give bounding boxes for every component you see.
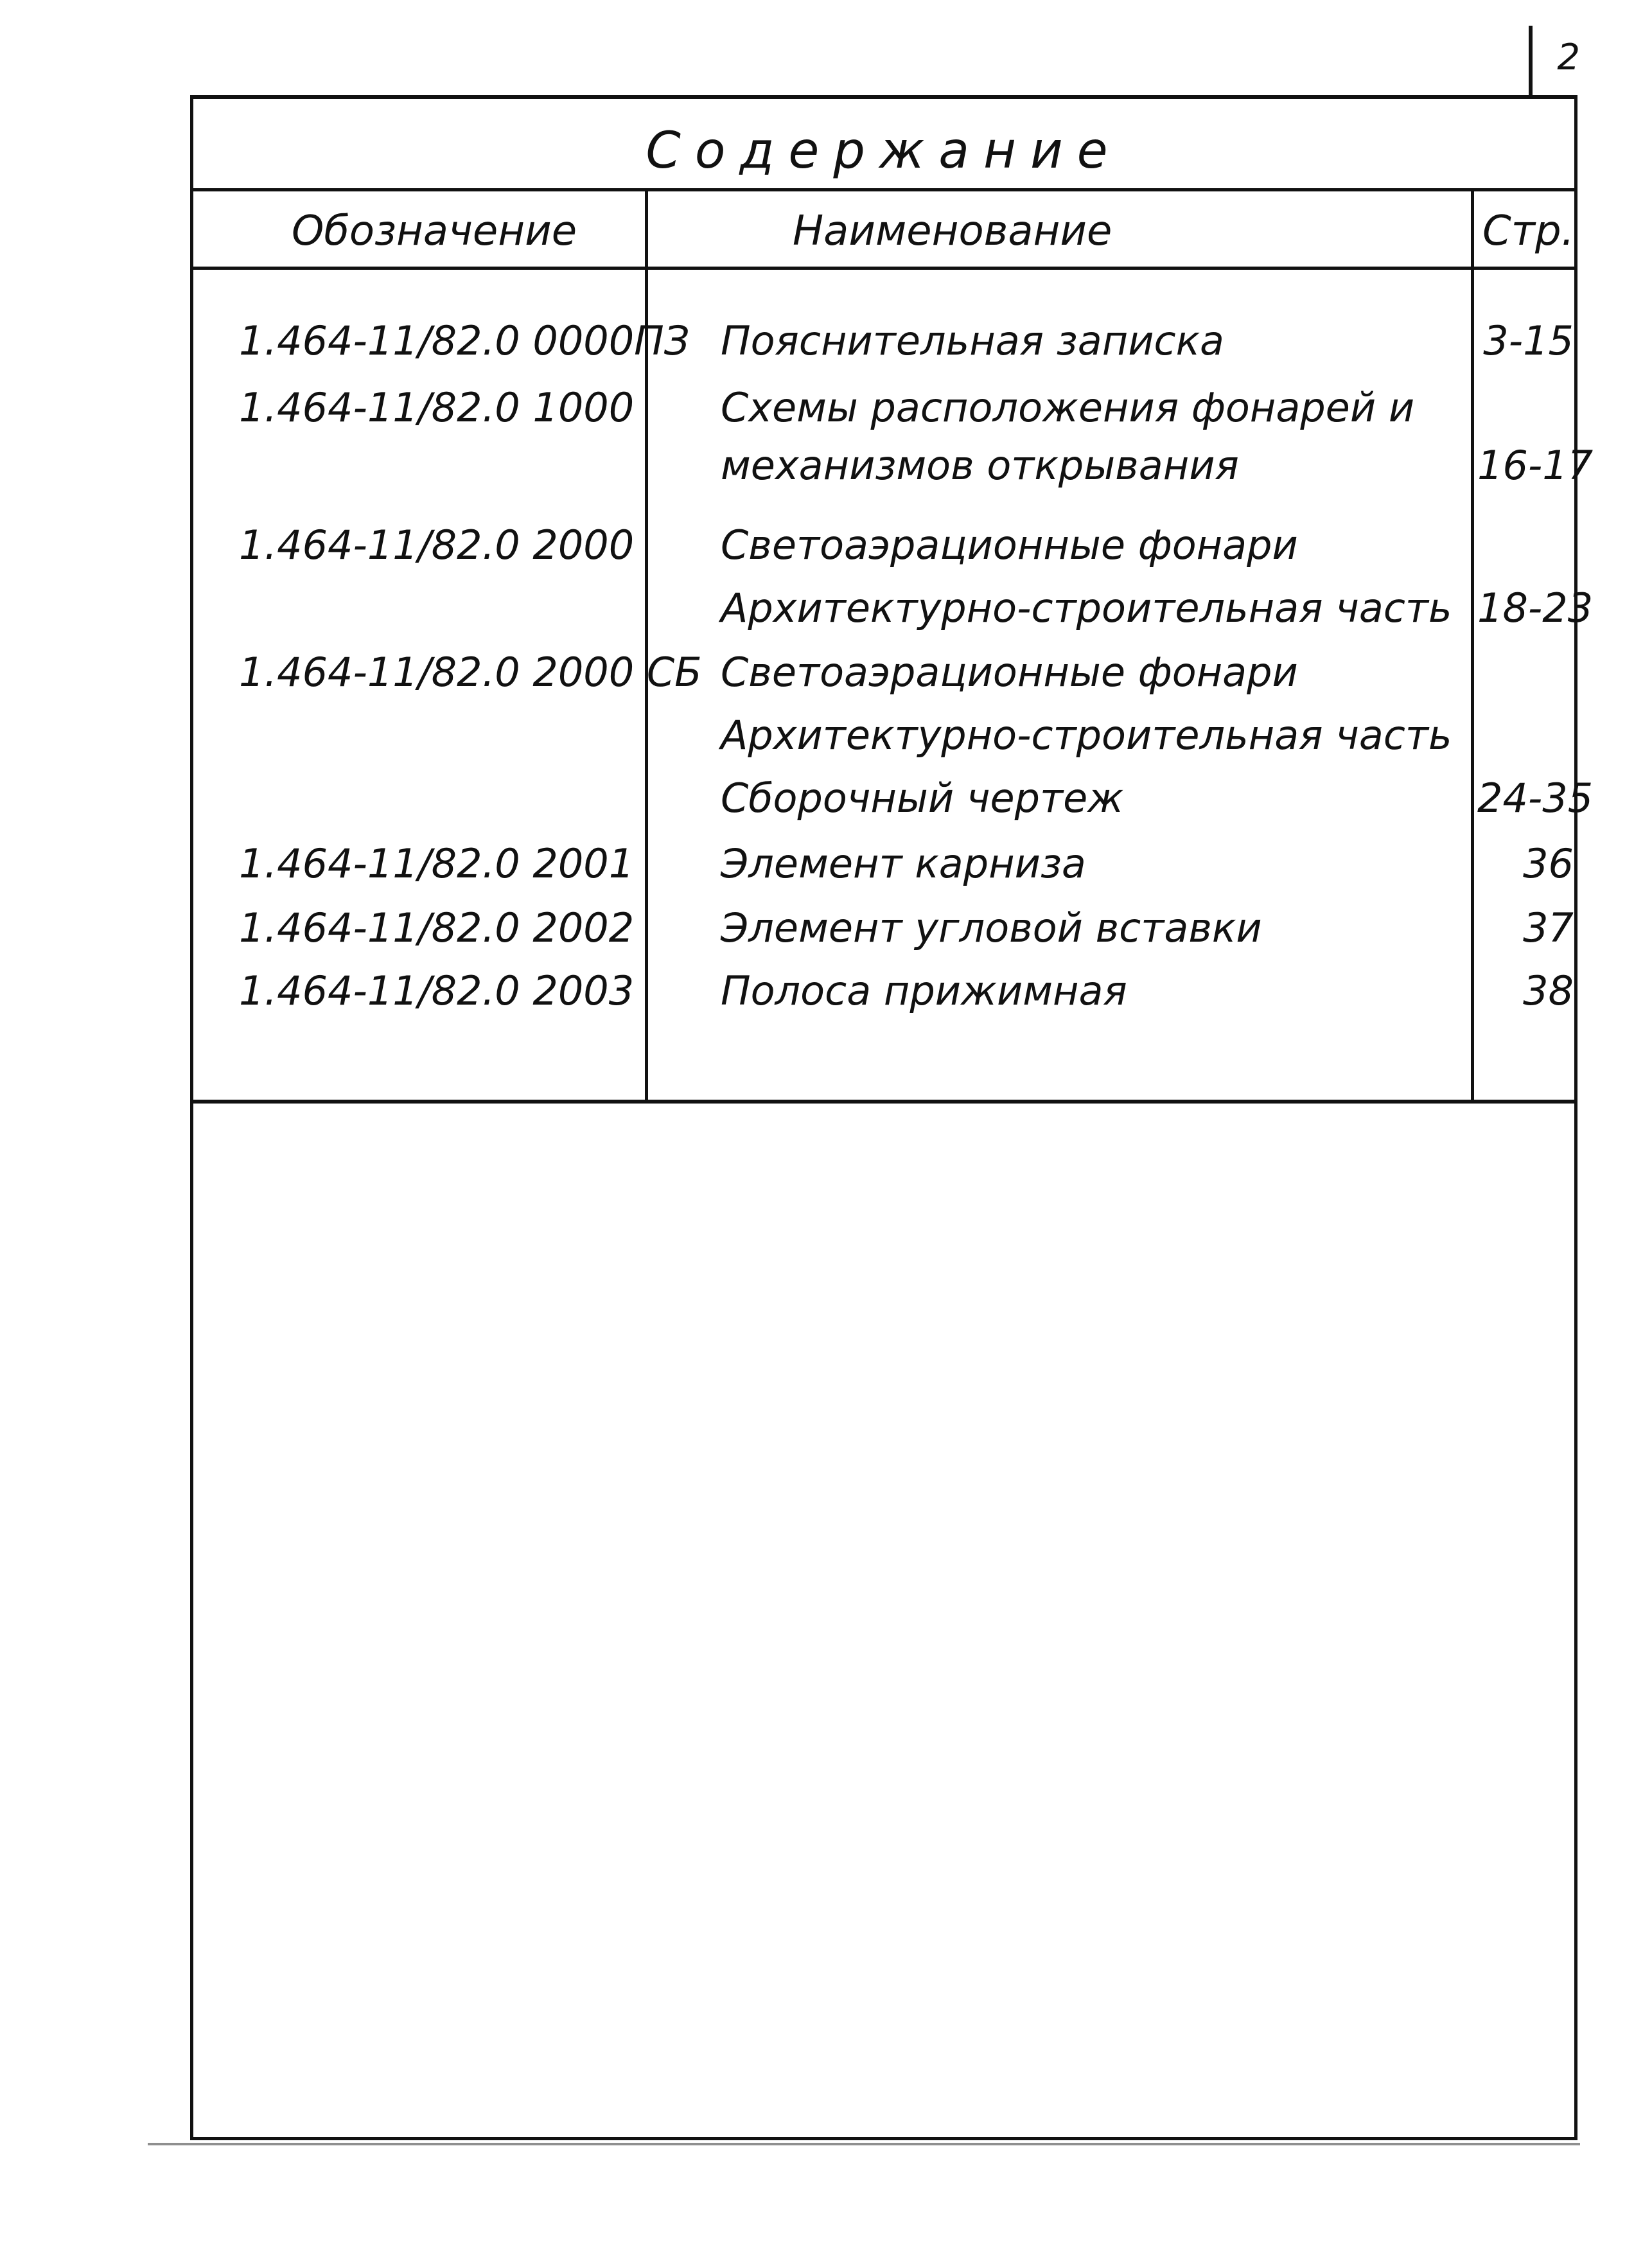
- row-name: Схемы расположения фонарей и: [721, 384, 1415, 431]
- row-name: Элемент угловой вставки: [721, 904, 1262, 951]
- row-code: 1.464-11/82.0 2003: [239, 967, 635, 1014]
- row-page: 36: [1523, 840, 1574, 887]
- sheet-number: 2: [1529, 26, 1580, 96]
- row-name: механизмов открывания: [721, 442, 1239, 489]
- column-header-page: Стр.: [1482, 207, 1574, 255]
- row-code: 1.464-11/82.0 2001: [239, 840, 635, 887]
- table-bottom-border: [190, 1100, 1577, 1104]
- row-name: Элемент карниза: [721, 840, 1086, 887]
- row-page: 38: [1523, 967, 1574, 1014]
- column-header-designation: Обозначение: [292, 207, 577, 255]
- row-code: 1.464-11/82.0 0000ПЗ: [239, 317, 690, 364]
- table-header: [190, 191, 1577, 270]
- scan-artifact-line: [148, 2143, 1580, 2145]
- row-name: Светоаэрационные фонари: [721, 649, 1298, 696]
- title-row: [190, 95, 1577, 191]
- page-title: Содержание: [646, 122, 1122, 180]
- column-divider: [1471, 191, 1474, 1102]
- row-name: Сборочный чертеж: [721, 775, 1124, 822]
- row-code: 1.464-11/82.0 2000: [239, 522, 635, 568]
- row-code: 1.464-11/82.0 2000 СБ: [239, 649, 702, 696]
- row-page: 24-35: [1477, 775, 1594, 822]
- row-code: 1.464-11/82.0 1000: [239, 384, 635, 431]
- row-page: 16-17: [1477, 442, 1594, 489]
- row-page: 37: [1523, 904, 1574, 951]
- row-name: Пояснительная записка: [721, 317, 1225, 364]
- row-name: Архитектурно-строительная часть: [721, 712, 1452, 759]
- row-page: 18-23: [1477, 585, 1594, 631]
- row-name: Полоса прижимная: [721, 967, 1127, 1014]
- row-page: 3-15: [1483, 317, 1574, 364]
- row-name: Светоаэрационные фонари: [721, 522, 1298, 568]
- row-code: 1.464-11/82.0 2002: [239, 904, 635, 951]
- column-header-name: Наименование: [793, 207, 1112, 255]
- row-name: Архитектурно-строительная часть: [721, 585, 1452, 631]
